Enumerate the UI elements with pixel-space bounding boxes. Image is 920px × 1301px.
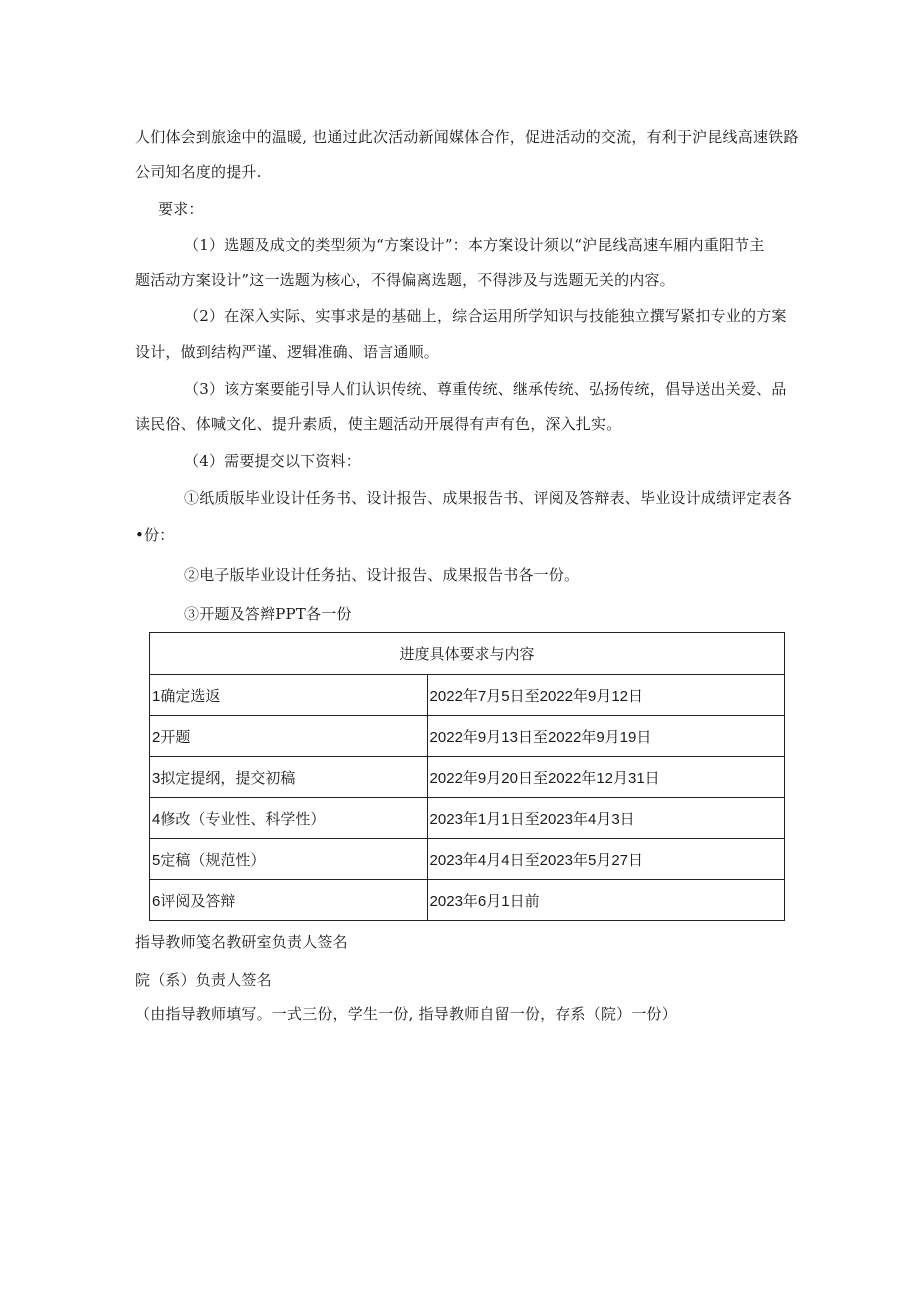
- requirement-2-line-1: （2）在深入实际、实事求是的基础上，综合运用所学知识与技能独立撰写紧扣专业的方案: [184, 307, 787, 325]
- task-cell: [150, 880, 428, 921]
- task-label: 开题: [160, 727, 191, 746]
- requirement-3-line-1: （3）该方案要能引导人们认识传统、尊重传统、继承传统、弘扬传统，倡导送出关爱、品: [184, 380, 787, 398]
- table-row: [150, 716, 785, 757]
- table-header: 进度具体要求与内容: [150, 633, 785, 675]
- requirement-1-line-2: 题活动方案设计”这一选题为核心，不得偏离选题，不得涉及与选题无关的内容。: [135, 271, 675, 289]
- date-cell: 2023年4月4日至2023年5月27日: [427, 839, 784, 880]
- requirement-1-line-1: （1）选题及成文的类型须为“方案设计”：本方案设计须以“沪昆线高速车厢内重阳节主: [184, 236, 765, 254]
- table-row: [150, 798, 785, 839]
- task-cell: [150, 798, 428, 839]
- task-label: 确定选返: [160, 686, 221, 705]
- table-header-row: [150, 633, 785, 675]
- date-cell: 2023年1月1日至2023年4月3日: [427, 798, 784, 839]
- requirement-4: （4）需要提交以下资料：: [184, 452, 361, 470]
- table-row: [150, 757, 785, 798]
- schedule-table: [149, 632, 785, 921]
- task-cell: [150, 716, 428, 757]
- date-cell: 2022年9月13日至2022年9月19日: [427, 716, 784, 757]
- task-number: 2: [152, 728, 161, 746]
- requirement-3-line-2: 读民俗、体喊文化、提升素质，使主题活动开展得有声有色，深入扎实。: [135, 415, 622, 433]
- task-cell: [150, 839, 428, 880]
- task-number: 1: [152, 687, 161, 705]
- task-label: 拟定提纲，提交初稿: [160, 768, 296, 787]
- requirement-2-line-2: 设计，做到结构严谨、逻辑准确、语言通顺。: [135, 343, 440, 361]
- task-number: 4: [152, 810, 161, 828]
- requirements-heading: 要求：: [158, 200, 204, 218]
- task-number: 3: [152, 769, 161, 787]
- table-row: [150, 839, 785, 880]
- intro-line-2: 公司知名度的提升.: [135, 163, 262, 181]
- signature-line-2: 院（系）负责人签名: [135, 971, 272, 989]
- date-cell: 2023年6月1日前: [427, 880, 784, 921]
- task-cell: [150, 675, 428, 716]
- task-number: 6: [152, 892, 161, 910]
- task-cell: [150, 757, 428, 798]
- task-label: 定稿（规范性）: [160, 850, 266, 869]
- material-3: ③开题及答辫PPT各一份: [184, 605, 352, 623]
- task-label: 修改（专业性、科学性）: [160, 809, 326, 828]
- table-row: [150, 880, 785, 921]
- signature-note: （由指导教师填写。一式三份，学生一份, 指导教师自留一份，存系（院）一份）: [135, 1005, 677, 1023]
- material-2: ②电子版毕业设计任务拈、设计报告、成果报告书各一份。: [184, 566, 580, 584]
- material-1-line-2: •份：: [135, 526, 175, 544]
- signature-line-1: 指导教师笺名教研室负责人签名: [135, 933, 348, 951]
- intro-line-1: 人们体会到旅途中的温暖, 也通过此次活动新闻媒体合作，促进活动的交流，有利于沪昆线高速铁路: [135, 128, 799, 146]
- material-1-line-1: ①纸质版毕业设计任务书、设计报告、成果报告书、评阅及答辩表、毕业设计成绩评定表各: [184, 489, 793, 507]
- date-cell: 2022年9月20日至2022年12月31日: [427, 757, 784, 798]
- date-cell: 2022年7月5日至2022年9月12日: [427, 675, 784, 716]
- task-label: 评阅及答辩: [160, 891, 236, 910]
- table-row: [150, 675, 785, 716]
- task-number: 5: [152, 851, 161, 869]
